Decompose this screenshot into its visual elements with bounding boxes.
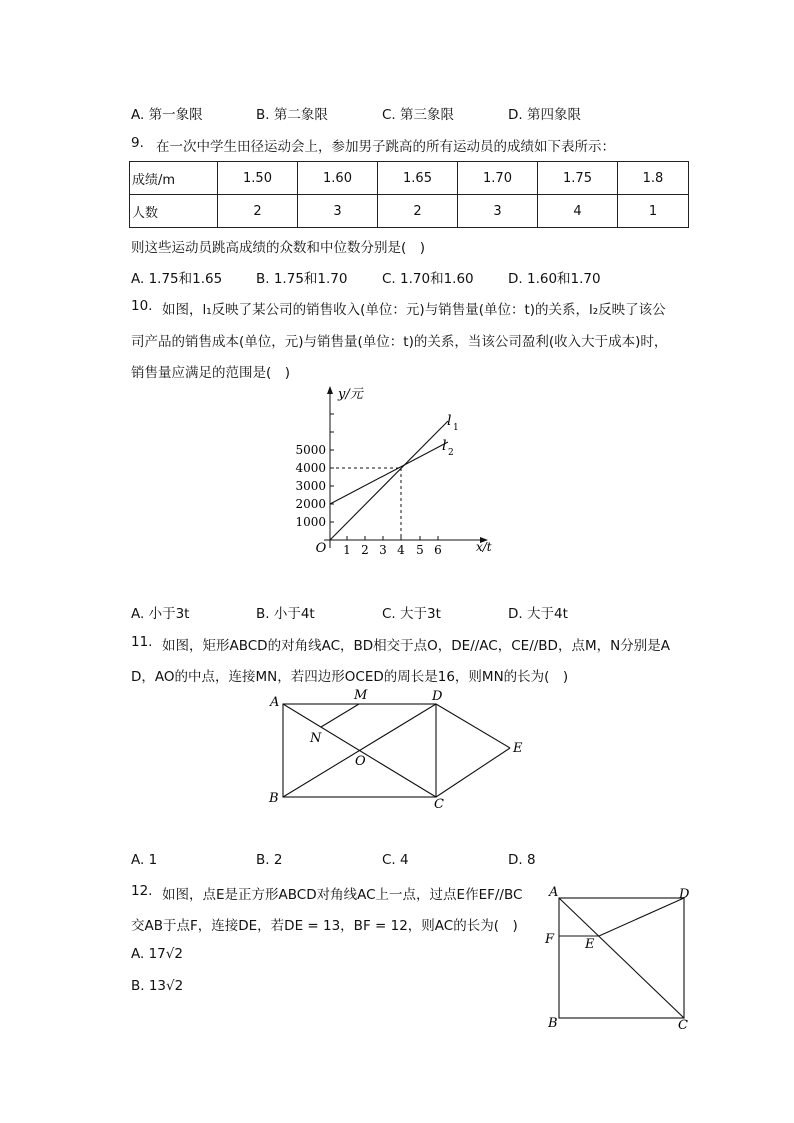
label-c: C — [678, 1018, 688, 1033]
q9-stem: 在一次中学生田径运动会上，参加男子跳高的所有运动员的成绩如下表所示： — [156, 139, 615, 155]
table-cell: 1.8 — [618, 162, 689, 195]
line-l1 — [330, 421, 448, 540]
x-tick-2: 2 — [361, 543, 369, 557]
q8-option-d: D. 第四象限 — [508, 107, 581, 123]
label-a: A — [270, 695, 280, 710]
q10-line2: 司产品的销售成本(单位，元)与销售量(单位：t)的关系，当该公司盈利(收入大于成本)时， — [131, 334, 668, 350]
table-cell: 3 — [298, 195, 378, 228]
q9-score-table — [129, 161, 689, 228]
q8-option-c: C. 第三象限 — [382, 107, 455, 123]
label-o: O — [355, 754, 366, 769]
q9-option-b: B. 1.75和1.70 — [256, 271, 348, 287]
q9-option-d: D. 1.60和1.70 — [508, 271, 601, 287]
table-cell: 2 — [378, 195, 458, 228]
table-cell: 1 — [618, 195, 689, 228]
q12-option-b: B. 13√2 — [131, 978, 184, 994]
table-row — [130, 162, 689, 195]
label-m: M — [354, 688, 368, 703]
l2-label: l — [442, 438, 447, 454]
label-d: D — [679, 887, 690, 902]
label-f: F — [545, 932, 555, 947]
y-tick-5000: 5000 — [295, 443, 326, 457]
table-cell: 2 — [218, 195, 298, 228]
line-l2 — [330, 442, 448, 504]
q10-line3: 销售量应满足的范围是( ) — [131, 365, 291, 381]
label-e: E — [585, 937, 595, 952]
table-row — [130, 195, 689, 228]
q9-option-a: A. 1.75和1.65 — [131, 271, 223, 287]
l1-label: l — [447, 413, 452, 429]
label-e: E — [513, 741, 523, 756]
table-cell: 1.70 — [458, 162, 538, 195]
q9-option-c: C. 1.70和1.60 — [382, 271, 474, 287]
x-tick-4: 4 — [397, 543, 405, 557]
x-tick-5: 5 — [416, 543, 424, 557]
l2-subscript: 2 — [448, 448, 454, 458]
q11-number: 11. — [131, 634, 153, 650]
q11-option-c: C. 4 — [382, 852, 409, 868]
q11-option-b: B. 2 — [256, 852, 283, 868]
label-b: B — [548, 1016, 558, 1031]
q12-option-a: A. 17√2 — [131, 946, 183, 962]
table-header-score: 成绩/m — [130, 162, 218, 195]
segment-mn — [321, 704, 359, 727]
q9-number: 9. — [131, 135, 144, 151]
q11-rectangle-figure — [260, 685, 540, 815]
x-tick-6: 6 — [434, 543, 442, 557]
q11-option-a: A. 1 — [131, 852, 158, 868]
x-axis-label: x/t — [476, 540, 492, 554]
y-tick-3000: 3000 — [295, 479, 326, 493]
q10-line-graph — [290, 380, 510, 560]
q10-option-b: B. 小于4t — [256, 606, 315, 622]
segment-de — [599, 898, 684, 936]
label-n: N — [310, 731, 322, 746]
q12-square-figure — [540, 884, 700, 1034]
segment-de — [436, 704, 510, 748]
table-cell: 1.75 — [538, 162, 618, 195]
q11-line2: D，AO的中点，连接MN，若四边形OCED的周长是16，则MN的长为( ) — [131, 669, 569, 685]
table-cell: 1.50 — [218, 162, 298, 195]
q12-number: 12. — [131, 883, 153, 899]
segment-ce — [436, 748, 510, 797]
table-header-count: 人数 — [130, 195, 218, 228]
q8-option-a: A. 第一象限 — [131, 107, 203, 123]
table-cell: 4 — [538, 195, 618, 228]
q11-line1: 如图，矩形ABCD的对角线AC，BD相交于点O，DE//AC，CE//BD，点M，N分别是A — [162, 638, 670, 654]
q10-number: 10. — [131, 298, 153, 314]
x-tick-1: 1 — [343, 543, 351, 557]
diagonal-ac — [559, 898, 684, 1018]
y-tick-2000: 2000 — [295, 497, 326, 511]
label-a: A — [549, 885, 559, 900]
q11-option-d: D. 8 — [508, 852, 536, 868]
table-cell: 1.60 — [298, 162, 378, 195]
q8-option-b: B. 第二象限 — [256, 107, 328, 123]
q9-question: 则这些运动员跳高成绩的众数和中位数分别是( ) — [131, 240, 426, 256]
label-d: D — [432, 689, 443, 704]
label-c: C — [434, 797, 444, 812]
l1-subscript: 1 — [453, 423, 459, 433]
y-tick-4000: 4000 — [295, 461, 326, 475]
label-b: B — [269, 791, 279, 806]
q10-option-c: C. 大于3t — [382, 606, 441, 622]
q10-line1: 如图，l₁反映了某公司的销售收入(单位：元)与销售量(单位：t)的关系，l₂反映了该公 — [162, 302, 666, 318]
table-cell: 1.65 — [378, 162, 458, 195]
table-cell: 3 — [458, 195, 538, 228]
x-tick-3: 3 — [379, 543, 387, 557]
origin-label: O — [315, 541, 327, 556]
y-axis-label: y/元 — [338, 387, 363, 402]
q10-option-a: A. 小于3t — [131, 606, 190, 622]
y-axis-arrow — [327, 386, 333, 394]
q10-option-d: D. 大于4t — [508, 606, 568, 622]
y-tick-1000: 1000 — [295, 515, 326, 529]
q12-line1: 如图，点E是正方形ABCD对角线AC上一点，过点E作EF//BC — [162, 887, 523, 903]
q12-line2: 交AB于点F，连接DE，若DE = 13，BF = 12，则AC的长为( ) — [131, 918, 518, 934]
